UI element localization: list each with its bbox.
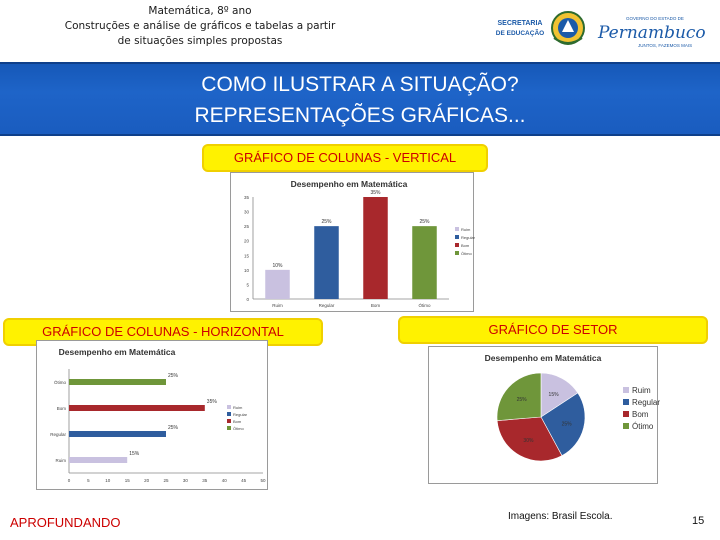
x-tick-label: 30 <box>182 478 188 483</box>
brand-name: Pernambuco <box>598 23 706 43</box>
brand-bottom-text: JUNTOS, FAZEMOS MAIS <box>638 43 693 48</box>
y-tick-label: Ruim <box>55 458 66 463</box>
legend-label: Ruim <box>461 227 471 232</box>
legend-swatch <box>623 423 629 429</box>
chart-title: Desempenho em Matemática <box>484 353 602 363</box>
x-tick-label: Bom <box>370 303 381 308</box>
pie-chart-svg <box>429 347 661 483</box>
x-tick-label: 35 <box>202 478 208 483</box>
image-credit: Imagens: Brasil Escola. <box>508 511 613 522</box>
legend-swatch <box>227 412 231 416</box>
legend-swatch <box>455 235 459 239</box>
legend-swatch <box>227 419 231 423</box>
data-label: 25% <box>516 397 527 404</box>
x-tick-label: Ótimo <box>418 303 431 308</box>
data-label: 25% <box>321 219 332 226</box>
y-tick-label: 5 <box>246 282 249 288</box>
legend-swatch <box>227 405 231 409</box>
y-tick-label: 0 <box>246 297 249 302</box>
label-vertical-chart: GRÁFICO DE COLUNAS - VERTICAL <box>202 144 488 172</box>
data-label: 15% <box>548 391 559 398</box>
page-number: 15 <box>692 515 705 527</box>
x-tick-label: 50 <box>260 478 266 483</box>
x-tick-label: 25 <box>163 478 169 483</box>
legend-swatch <box>455 227 459 231</box>
legend-label: Bom <box>632 410 649 419</box>
x-tick-label: 40 <box>221 478 227 483</box>
legend-swatch <box>623 387 629 393</box>
secretaria-line-2: DE EDUCAÇÃO <box>495 30 545 37</box>
bar-ruim <box>265 270 290 299</box>
y-tick-label: 20 <box>243 238 249 244</box>
x-tick-label: Regular <box>318 303 335 308</box>
secretaria-line-1: SECRETARIA <box>497 20 543 27</box>
footer-section-label: APROFUNDANDO <box>10 515 121 530</box>
data-label: 25% <box>419 219 430 226</box>
brand-top-text: GOVERNO DO ESTADO DE <box>626 16 684 21</box>
legend-label: Ruim <box>632 386 651 395</box>
legend-label: Regular <box>461 235 476 240</box>
legend-swatch <box>455 243 459 247</box>
x-tick-label: 15 <box>124 478 130 483</box>
state-seal-icon <box>550 8 586 48</box>
legend-swatch <box>623 399 629 405</box>
slide-title-line-2: REPRESENTAÇÕES GRÁFICAS... <box>194 104 526 127</box>
bar-bom <box>363 197 388 299</box>
chart-title: Desempenho em Matemática <box>58 347 176 357</box>
y-tick-label: 30 <box>243 209 249 215</box>
data-label: 10% <box>272 262 283 269</box>
x-tick-label: 20 <box>144 478 150 483</box>
legend-label: Bom <box>461 243 470 248</box>
data-label: 30% <box>523 438 534 445</box>
x-tick-label: 0 <box>67 478 71 483</box>
label-pie-chart: GRÁFICO DE SETOR <box>398 316 708 344</box>
x-tick-label: 5 <box>87 478 90 483</box>
x-tick-label: Ruim <box>272 303 283 308</box>
pie-chart <box>428 346 661 484</box>
header-line-3: de situações simples propostas <box>117 35 283 47</box>
y-tick-label: Bom <box>56 406 66 411</box>
header-line-2: Construções e análise de gráficos e tabelas a partir <box>64 20 336 32</box>
data-label: 25% <box>561 421 572 428</box>
bar-ótimo <box>412 226 437 299</box>
label-horizontal-chart: GRÁFICO DE COLUNAS - HORIZONTAL <box>3 318 323 346</box>
x-tick-label: 45 <box>241 478 247 483</box>
secretaria-logo <box>494 14 546 42</box>
horizontal-bar-chart-svg <box>37 341 267 489</box>
x-tick-label: 10 <box>105 478 111 483</box>
y-tick-label: 25 <box>243 224 249 230</box>
legend-label: Ótimo <box>461 251 472 256</box>
data-label: 25% <box>168 373 179 379</box>
bar-regular <box>314 226 339 299</box>
legend-swatch <box>623 411 629 417</box>
legend-swatch <box>455 251 459 255</box>
vertical-bar-chart <box>230 172 474 312</box>
data-label: 25% <box>168 425 179 431</box>
legend-label: Regular <box>632 398 661 407</box>
header-line-1: Matemática, 8º ano <box>148 5 252 17</box>
pernambuco-logo <box>590 10 710 50</box>
y-tick-label: 15 <box>243 253 249 259</box>
data-label: 35% <box>206 399 217 405</box>
bar-1 <box>69 405 205 411</box>
horizontal-bar-chart <box>36 340 268 490</box>
bar-0 <box>69 379 166 385</box>
bar-3 <box>69 457 127 463</box>
y-tick-label: 10 <box>243 267 249 273</box>
vertical-bar-chart-svg <box>231 173 476 311</box>
legend-label: Bom <box>233 419 242 424</box>
slide-title-line-1: COMO ILUSTRAR A SITUAÇÃO? <box>201 73 519 96</box>
bar-2 <box>69 431 166 437</box>
legend-label: Regular <box>233 412 248 417</box>
data-label: 35% <box>370 190 381 196</box>
legend-label: Ótimo <box>233 426 244 431</box>
chart-title: Desempenho em Matemática <box>290 179 408 189</box>
y-tick-label: Ótimo <box>53 380 66 385</box>
y-tick-label: Regular <box>50 432 66 437</box>
y-tick-label: 35 <box>243 195 249 200</box>
header-subject <box>40 4 360 49</box>
legend-swatch <box>227 426 231 430</box>
legend-label: Ruim <box>233 405 243 410</box>
data-label: 15% <box>129 451 140 457</box>
title-band <box>0 62 720 136</box>
slide-header <box>0 0 720 62</box>
legend-label: Ótimo <box>632 422 654 431</box>
